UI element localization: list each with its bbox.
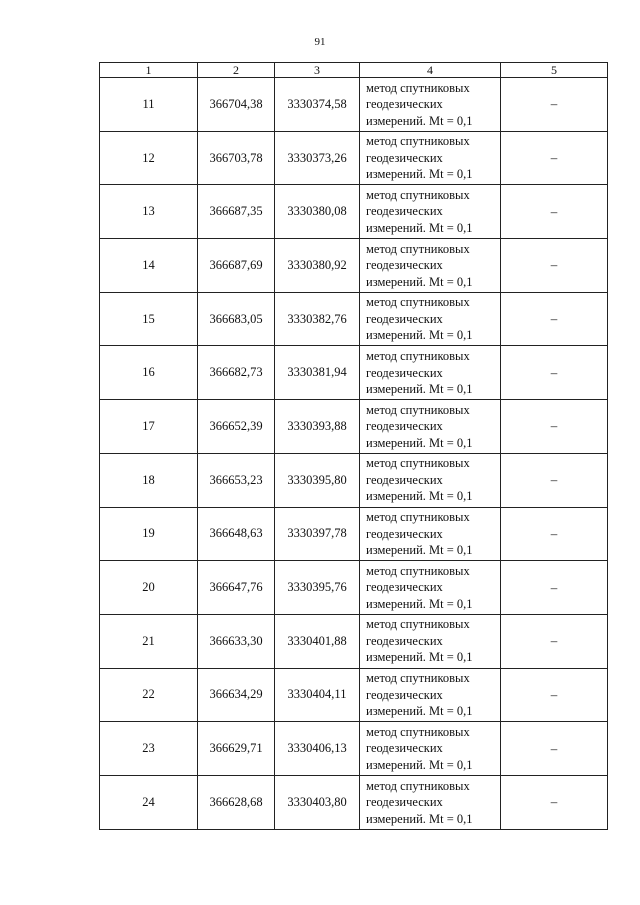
method-line-2: геодезических: [366, 472, 443, 487]
y-coordinate-cell: 3330395,76: [275, 561, 360, 615]
point-number-cell: 11: [100, 78, 198, 132]
method-cell: [360, 453, 501, 507]
method-cell: [360, 78, 501, 132]
method-line-3: измерений. Mt = 0,1: [366, 220, 473, 235]
method-line-2: геодезических: [366, 419, 443, 434]
method-cell: [360, 185, 501, 239]
method-line-1: метод спутниковых: [366, 456, 470, 471]
table-row: [100, 507, 608, 561]
y-coordinate-cell: 3330397,78: [275, 507, 360, 561]
method-line-1: метод спутниковых: [366, 402, 470, 417]
y-coordinate-cell: 3330406,13: [275, 722, 360, 776]
table-row: [100, 131, 608, 185]
note-cell: –: [501, 453, 608, 507]
note-cell: –: [501, 507, 608, 561]
x-coordinate-cell: 366683,05: [198, 292, 275, 346]
x-coordinate-cell: 366653,23: [198, 453, 275, 507]
y-coordinate-cell: 3330395,80: [275, 453, 360, 507]
note-cell: –: [501, 614, 608, 668]
point-number-cell: 12: [100, 131, 198, 185]
table-row: [100, 78, 608, 132]
table-row: [100, 239, 608, 293]
table-row: [100, 614, 608, 668]
method-cell: [360, 507, 501, 561]
method-line-3: измерений. Mt = 0,1: [366, 435, 473, 450]
y-coordinate-cell: 3330401,88: [275, 614, 360, 668]
column-header-3: 3: [275, 63, 360, 78]
note-cell: –: [501, 346, 608, 400]
y-coordinate-cell: 3330404,11: [275, 668, 360, 722]
x-coordinate-cell: 366648,63: [198, 507, 275, 561]
point-number-cell: 13: [100, 185, 198, 239]
table-row: [100, 453, 608, 507]
method-line-3: измерений. Mt = 0,1: [366, 113, 473, 128]
method-cell: [360, 561, 501, 615]
point-number-cell: 24: [100, 775, 198, 829]
method-line-3: измерений. Mt = 0,1: [366, 382, 473, 397]
table-row: [100, 346, 608, 400]
x-coordinate-cell: 366687,69: [198, 239, 275, 293]
method-cell: [360, 668, 501, 722]
y-coordinate-cell: 3330374,58: [275, 78, 360, 132]
point-number-cell: 22: [100, 668, 198, 722]
column-header-1: 1: [100, 63, 198, 78]
x-coordinate-cell: 366652,39: [198, 400, 275, 454]
point-number-cell: 14: [100, 239, 198, 293]
x-coordinate-cell: 366687,35: [198, 185, 275, 239]
point-number-cell: 19: [100, 507, 198, 561]
method-line-2: геодезических: [366, 633, 443, 648]
method-line-3: измерений. Mt = 0,1: [366, 167, 473, 182]
method-line-1: метод спутниковых: [366, 187, 470, 202]
note-cell: –: [501, 668, 608, 722]
table-row: [100, 668, 608, 722]
note-cell: –: [501, 561, 608, 615]
note-cell: –: [501, 78, 608, 132]
column-header-4: 4: [360, 63, 501, 78]
method-line-3: измерений. Mt = 0,1: [366, 489, 473, 504]
note-cell: –: [501, 239, 608, 293]
method-line-2: геодезических: [366, 741, 443, 756]
note-cell: –: [501, 185, 608, 239]
method-line-3: измерений. Mt = 0,1: [366, 811, 473, 826]
point-number-cell: 23: [100, 722, 198, 776]
method-line-2: геодезических: [366, 795, 443, 810]
method-line-1: метод спутниковых: [366, 510, 470, 525]
method-line-1: метод спутниковых: [366, 617, 470, 632]
point-number-cell: 20: [100, 561, 198, 615]
x-coordinate-cell: 366629,71: [198, 722, 275, 776]
note-cell: –: [501, 722, 608, 776]
y-coordinate-cell: 3330393,88: [275, 400, 360, 454]
y-coordinate-cell: 3330382,76: [275, 292, 360, 346]
note-cell: –: [501, 775, 608, 829]
method-line-2: геодезических: [366, 150, 443, 165]
point-number-cell: 15: [100, 292, 198, 346]
header-row: [100, 63, 608, 78]
table-row: [100, 185, 608, 239]
y-coordinate-cell: 3330380,92: [275, 239, 360, 293]
table-row: [100, 292, 608, 346]
point-number-cell: 17: [100, 400, 198, 454]
method-cell: [360, 239, 501, 293]
x-coordinate-cell: 366682,73: [198, 346, 275, 400]
method-line-2: геодезических: [366, 687, 443, 702]
method-line-3: измерений. Mt = 0,1: [366, 596, 473, 611]
x-coordinate-cell: 366633,30: [198, 614, 275, 668]
method-line-1: метод спутниковых: [366, 134, 470, 149]
x-coordinate-cell: 366704,38: [198, 78, 275, 132]
method-line-3: измерений. Mt = 0,1: [366, 274, 473, 289]
note-cell: –: [501, 131, 608, 185]
method-cell: [360, 722, 501, 776]
method-line-2: геодезических: [366, 580, 443, 595]
y-coordinate-cell: 3330381,94: [275, 346, 360, 400]
method-line-1: метод спутниковых: [366, 241, 470, 256]
method-line-2: геодезических: [366, 258, 443, 273]
method-line-3: измерений. Mt = 0,1: [366, 704, 473, 719]
method-line-3: измерений. Mt = 0,1: [366, 650, 473, 665]
method-line-3: измерений. Mt = 0,1: [366, 757, 473, 772]
table-row: [100, 722, 608, 776]
x-coordinate-cell: 366703,78: [198, 131, 275, 185]
method-line-1: метод спутниковых: [366, 80, 470, 95]
method-line-2: геодезических: [366, 311, 443, 326]
method-cell: [360, 775, 501, 829]
point-number-cell: 18: [100, 453, 198, 507]
method-line-1: метод спутниковых: [366, 724, 470, 739]
method-line-2: геодезических: [366, 97, 443, 112]
point-number-cell: 16: [100, 346, 198, 400]
method-cell: [360, 292, 501, 346]
y-coordinate-cell: 3330403,80: [275, 775, 360, 829]
method-cell: [360, 131, 501, 185]
table-row: [100, 400, 608, 454]
column-header-5: 5: [501, 63, 608, 78]
x-coordinate-cell: 366647,76: [198, 561, 275, 615]
table-row: [100, 775, 608, 829]
y-coordinate-cell: 3330373,26: [275, 131, 360, 185]
method-line-1: метод спутниковых: [366, 349, 470, 364]
note-cell: –: [501, 292, 608, 346]
x-coordinate-cell: 366628,68: [198, 775, 275, 829]
coordinates-table: [99, 62, 608, 830]
method-line-1: метод спутниковых: [366, 295, 470, 310]
column-header-2: 2: [198, 63, 275, 78]
method-line-2: геодезических: [366, 526, 443, 541]
y-coordinate-cell: 3330380,08: [275, 185, 360, 239]
table-header: [100, 63, 608, 78]
table-body: [100, 78, 608, 830]
method-cell: [360, 614, 501, 668]
point-number-cell: 21: [100, 614, 198, 668]
method-line-1: метод спутниковых: [366, 778, 470, 793]
method-line-1: метод спутниковых: [366, 563, 470, 578]
method-line-3: измерений. Mt = 0,1: [366, 328, 473, 343]
x-coordinate-cell: 366634,29: [198, 668, 275, 722]
method-line-3: измерений. Mt = 0,1: [366, 543, 473, 558]
method-cell: [360, 400, 501, 454]
note-cell: –: [501, 400, 608, 454]
table-row: [100, 561, 608, 615]
page-number: 91: [314, 36, 326, 48]
method-cell: [360, 346, 501, 400]
method-line-2: геодезических: [366, 365, 443, 380]
method-line-2: геодезических: [366, 204, 443, 219]
method-line-1: метод спутниковых: [366, 671, 470, 686]
